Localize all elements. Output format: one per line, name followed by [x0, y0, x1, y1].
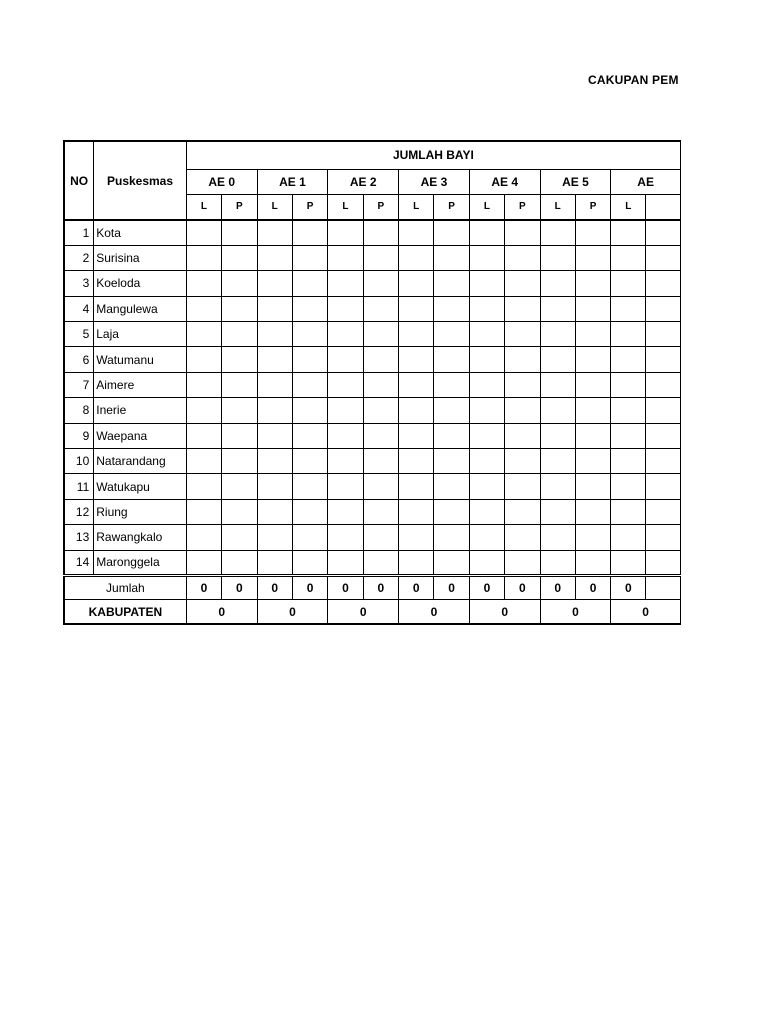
data-cell[interactable]: [257, 271, 292, 296]
data-cell[interactable]: [257, 499, 292, 524]
data-cell[interactable]: [222, 398, 257, 423]
data-cell[interactable]: [363, 449, 398, 474]
data-cell[interactable]: [328, 220, 363, 245]
jumlah-value: 0: [363, 575, 398, 599]
header-ae-group: AE 1: [257, 169, 328, 194]
data-cell[interactable]: [328, 423, 363, 448]
data-cell[interactable]: [363, 423, 398, 448]
puskesmas-name: Koeloda: [94, 271, 187, 296]
jumlah-value: 0: [434, 575, 469, 599]
data-cell[interactable]: [292, 271, 327, 296]
jumlah-row: [64, 575, 681, 599]
data-cell[interactable]: [611, 525, 646, 550]
table-row: [64, 499, 681, 524]
data-cell[interactable]: [222, 296, 257, 321]
data-cell[interactable]: [469, 245, 504, 270]
data-cell[interactable]: [222, 220, 257, 245]
data-cell[interactable]: [222, 474, 257, 499]
data-cell[interactable]: [434, 423, 469, 448]
kabupaten-row: [64, 599, 681, 624]
table-row: [64, 474, 681, 499]
data-cell[interactable]: [186, 296, 221, 321]
data-cell[interactable]: [540, 372, 575, 397]
data-cell[interactable]: [257, 423, 292, 448]
data-cell[interactable]: [257, 220, 292, 245]
data-cell[interactable]: [646, 423, 681, 448]
data-cell[interactable]: [328, 398, 363, 423]
data-cell[interactable]: [292, 499, 327, 524]
jumlah-value: 0: [540, 575, 575, 599]
data-cell[interactable]: [469, 372, 504, 397]
puskesmas-name: Maronggela: [94, 550, 187, 575]
data-cell[interactable]: [186, 423, 221, 448]
data-cell[interactable]: [363, 474, 398, 499]
data-cell[interactable]: [434, 449, 469, 474]
table-row: [64, 423, 681, 448]
data-cell[interactable]: [540, 525, 575, 550]
data-cell[interactable]: [611, 550, 646, 575]
data-cell[interactable]: [222, 525, 257, 550]
data-cell[interactable]: [540, 220, 575, 245]
data-cell[interactable]: [328, 296, 363, 321]
data-cell[interactable]: [469, 398, 504, 423]
data-cell[interactable]: [328, 347, 363, 372]
data-cell[interactable]: [399, 322, 434, 347]
jumlah-value: 0: [186, 575, 221, 599]
data-cell[interactable]: [222, 550, 257, 575]
puskesmas-name: Natarandang: [94, 449, 187, 474]
data-cell[interactable]: [186, 322, 221, 347]
data-cell[interactable]: [434, 474, 469, 499]
data-cell[interactable]: [222, 449, 257, 474]
header-ae-group: AE 5: [540, 169, 611, 194]
data-cell[interactable]: [434, 347, 469, 372]
data-cell[interactable]: [363, 322, 398, 347]
data-cell[interactable]: [505, 271, 540, 296]
puskesmas-name: Riung: [94, 499, 187, 524]
data-cell[interactable]: [292, 372, 327, 397]
page-title: CAKUPAN PEM: [588, 73, 679, 87]
data-cell[interactable]: [292, 474, 327, 499]
data-cell[interactable]: [257, 525, 292, 550]
data-cell[interactable]: [399, 550, 434, 575]
puskesmas-name: Laja: [94, 322, 187, 347]
table-row: [64, 322, 681, 347]
data-cell[interactable]: [257, 550, 292, 575]
data-cell[interactable]: [540, 296, 575, 321]
data-cell[interactable]: [611, 220, 646, 245]
data-cell[interactable]: [469, 322, 504, 347]
jumlah-value: 0: [399, 575, 434, 599]
data-cell[interactable]: [646, 322, 681, 347]
data-cell[interactable]: [257, 347, 292, 372]
data-cell[interactable]: [328, 550, 363, 575]
data-cell[interactable]: [575, 550, 610, 575]
data-cell[interactable]: [575, 449, 610, 474]
data-cell[interactable]: [399, 372, 434, 397]
data-cell[interactable]: [611, 271, 646, 296]
data-cell[interactable]: [505, 550, 540, 575]
data-cell[interactable]: [222, 271, 257, 296]
jumlah-value: 0: [257, 575, 292, 599]
data-cell[interactable]: [363, 296, 398, 321]
data-cell[interactable]: [505, 398, 540, 423]
data-cell[interactable]: [646, 499, 681, 524]
header-ae-group: AE 3: [399, 169, 470, 194]
data-cell[interactable]: [399, 423, 434, 448]
data-cell[interactable]: [434, 550, 469, 575]
puskesmas-name: Watumanu: [94, 347, 187, 372]
data-cell[interactable]: [292, 296, 327, 321]
data-cell[interactable]: [505, 499, 540, 524]
data-cell[interactable]: [646, 398, 681, 423]
data-cell[interactable]: [328, 245, 363, 270]
data-cell[interactable]: [646, 245, 681, 270]
data-cell[interactable]: [469, 474, 504, 499]
row-number: 6: [64, 347, 94, 372]
row-number: 3: [64, 271, 94, 296]
table-row: [64, 525, 681, 550]
data-cell[interactable]: [505, 474, 540, 499]
data-cell[interactable]: [292, 322, 327, 347]
data-cell[interactable]: [434, 322, 469, 347]
data-cell[interactable]: [505, 220, 540, 245]
puskesmas-name: Kota: [94, 220, 187, 245]
header-sex-subcolumn: P: [292, 194, 327, 220]
data-cell[interactable]: [575, 245, 610, 270]
data-cell[interactable]: [505, 449, 540, 474]
data-cell[interactable]: [399, 220, 434, 245]
header-sex-subcolumn: P: [363, 194, 398, 220]
data-cell[interactable]: [540, 550, 575, 575]
data-cell[interactable]: [328, 372, 363, 397]
data-cell[interactable]: [575, 322, 610, 347]
data-cell[interactable]: [222, 423, 257, 448]
data-cell[interactable]: [469, 347, 504, 372]
data-cell[interactable]: [363, 245, 398, 270]
row-number: 2: [64, 245, 94, 270]
data-cell[interactable]: [646, 296, 681, 321]
data-cell[interactable]: [540, 347, 575, 372]
data-cell[interactable]: [399, 296, 434, 321]
data-cell[interactable]: [575, 525, 610, 550]
kabupaten-value: 0: [257, 599, 328, 624]
header-sex-subcolumn: L: [328, 194, 363, 220]
header-sex-subcolumn: [646, 194, 681, 220]
row-number: 12: [64, 499, 94, 524]
data-cell[interactable]: [222, 499, 257, 524]
data-cell[interactable]: [434, 220, 469, 245]
data-cell[interactable]: [575, 296, 610, 321]
data-cell[interactable]: [328, 271, 363, 296]
data-cell[interactable]: [434, 296, 469, 321]
data-cell[interactable]: [186, 347, 221, 372]
header-sex-subcolumn: L: [540, 194, 575, 220]
data-cell[interactable]: [328, 322, 363, 347]
row-number: 10: [64, 449, 94, 474]
data-cell[interactable]: [611, 245, 646, 270]
data-cell[interactable]: [363, 347, 398, 372]
header-sex-subcolumn: P: [222, 194, 257, 220]
jumlah-value: 0: [469, 575, 504, 599]
row-number: 13: [64, 525, 94, 550]
kabupaten-value: 0: [469, 599, 540, 624]
row-number: 5: [64, 322, 94, 347]
data-cell[interactable]: [575, 499, 610, 524]
data-cell[interactable]: [292, 449, 327, 474]
kabupaten-value: 0: [399, 599, 470, 624]
data-cell[interactable]: [505, 423, 540, 448]
data-cell[interactable]: [575, 372, 610, 397]
header-sex-subcolumn: L: [186, 194, 221, 220]
table-row: [64, 550, 681, 575]
jumlah-value: 0: [611, 575, 646, 599]
header-jumlah-bayi: JUMLAH BAYI: [186, 141, 680, 169]
header-sex-subcolumn: P: [505, 194, 540, 220]
puskesmas-name: Surisina: [94, 245, 187, 270]
data-cell[interactable]: [186, 372, 221, 397]
data-cell[interactable]: [434, 525, 469, 550]
jumlah-value: 0: [505, 575, 540, 599]
kabupaten-value: 0: [540, 599, 611, 624]
data-cell[interactable]: [363, 271, 398, 296]
data-cell[interactable]: [292, 525, 327, 550]
data-cell[interactable]: [257, 449, 292, 474]
data-cell[interactable]: [505, 296, 540, 321]
data-cell[interactable]: [611, 423, 646, 448]
data-cell[interactable]: [540, 245, 575, 270]
data-cell[interactable]: [292, 220, 327, 245]
row-number: 8: [64, 398, 94, 423]
data-cell[interactable]: [540, 474, 575, 499]
data-cell[interactable]: [646, 220, 681, 245]
jumlah-value: 0: [328, 575, 363, 599]
jumlah-value: [646, 575, 681, 599]
header-sex-subcolumn: P: [434, 194, 469, 220]
data-cell[interactable]: [257, 245, 292, 270]
data-cell[interactable]: [540, 449, 575, 474]
row-number: 4: [64, 296, 94, 321]
data-cell[interactable]: [257, 474, 292, 499]
data-cell[interactable]: [434, 271, 469, 296]
data-cell[interactable]: [328, 449, 363, 474]
data-cell[interactable]: [469, 550, 504, 575]
data-cell[interactable]: [434, 499, 469, 524]
header-sex-subcolumn: L: [469, 194, 504, 220]
data-cell[interactable]: [222, 347, 257, 372]
data-cell[interactable]: [575, 220, 610, 245]
kabupaten-value: 0: [611, 599, 681, 624]
table-row: [64, 296, 681, 321]
data-cell[interactable]: [505, 322, 540, 347]
data-cell[interactable]: [434, 245, 469, 270]
data-cell[interactable]: [469, 296, 504, 321]
data-cell[interactable]: [540, 322, 575, 347]
data-cell[interactable]: [469, 525, 504, 550]
data-cell[interactable]: [575, 271, 610, 296]
data-cell[interactable]: [611, 322, 646, 347]
data-cell[interactable]: [363, 525, 398, 550]
data-cell[interactable]: [399, 449, 434, 474]
header-sex-subcolumn: L: [611, 194, 646, 220]
table-row: [64, 347, 681, 372]
data-cell[interactable]: [363, 550, 398, 575]
header-ae-group: AE: [611, 169, 681, 194]
data-cell[interactable]: [575, 423, 610, 448]
data-cell[interactable]: [505, 372, 540, 397]
data-cell[interactable]: [292, 347, 327, 372]
data-cell[interactable]: [575, 398, 610, 423]
data-cell[interactable]: [186, 398, 221, 423]
data-cell[interactable]: [186, 449, 221, 474]
data-cell[interactable]: [540, 398, 575, 423]
row-number: 1: [64, 220, 94, 245]
data-cell[interactable]: [257, 372, 292, 397]
data-cell[interactable]: [469, 423, 504, 448]
data-cell[interactable]: [363, 220, 398, 245]
row-number: 14: [64, 550, 94, 575]
row-number: 7: [64, 372, 94, 397]
data-cell[interactable]: [257, 296, 292, 321]
jumlah-value: 0: [222, 575, 257, 599]
data-cell[interactable]: [399, 398, 434, 423]
data-cell[interactable]: [469, 220, 504, 245]
data-cell[interactable]: [363, 499, 398, 524]
data-cell[interactable]: [186, 525, 221, 550]
data-cell[interactable]: [646, 347, 681, 372]
puskesmas-name: Mangulewa: [94, 296, 187, 321]
data-cell[interactable]: [292, 398, 327, 423]
data-cell[interactable]: [186, 245, 221, 270]
data-cell[interactable]: [292, 245, 327, 270]
data-cell[interactable]: [328, 525, 363, 550]
header-no: NO: [64, 141, 94, 220]
table-row: [64, 245, 681, 270]
data-cell[interactable]: [257, 322, 292, 347]
data-cell[interactable]: [469, 271, 504, 296]
kabupaten-value: 0: [328, 599, 399, 624]
puskesmas-name: Rawangkalo: [94, 525, 187, 550]
data-cell[interactable]: [186, 499, 221, 524]
puskesmas-name: Aimere: [94, 372, 187, 397]
data-cell[interactable]: [646, 271, 681, 296]
table-row: [64, 220, 681, 245]
data-cell[interactable]: [611, 296, 646, 321]
header-sex-subcolumn: P: [575, 194, 610, 220]
data-cell[interactable]: [186, 550, 221, 575]
data-cell[interactable]: [222, 372, 257, 397]
table-row: [64, 271, 681, 296]
data-cell[interactable]: [363, 398, 398, 423]
header-sex-subcolumn: L: [257, 194, 292, 220]
jumlah-value: 0: [292, 575, 327, 599]
data-cell[interactable]: [646, 474, 681, 499]
data-cell[interactable]: [399, 347, 434, 372]
data-cell[interactable]: [540, 499, 575, 524]
jumlah-label: Jumlah: [64, 575, 186, 599]
kabupaten-value: 0: [186, 599, 257, 624]
data-cell[interactable]: [611, 499, 646, 524]
header-ae-group: AE 0: [186, 169, 257, 194]
coverage-table: [63, 140, 681, 625]
data-cell[interactable]: [186, 220, 221, 245]
kabupaten-label: KABUPATEN: [64, 599, 186, 624]
header-sex-subcolumn: L: [399, 194, 434, 220]
data-cell[interactable]: [399, 474, 434, 499]
puskesmas-name: Inerie: [94, 398, 187, 423]
header-puskesmas: Puskesmas: [94, 141, 187, 220]
header-ae-group: AE 2: [328, 169, 399, 194]
data-cell[interactable]: [646, 449, 681, 474]
data-cell[interactable]: [399, 271, 434, 296]
data-cell[interactable]: [540, 271, 575, 296]
data-cell[interactable]: [575, 347, 610, 372]
puskesmas-name: Waepana: [94, 423, 187, 448]
data-cell[interactable]: [611, 449, 646, 474]
data-cell[interactable]: [646, 525, 681, 550]
data-cell[interactable]: [328, 474, 363, 499]
data-cell[interactable]: [257, 398, 292, 423]
data-cell[interactable]: [611, 474, 646, 499]
row-number: 9: [64, 423, 94, 448]
data-cell[interactable]: [328, 499, 363, 524]
data-cell[interactable]: [540, 423, 575, 448]
data-cell[interactable]: [505, 347, 540, 372]
data-cell[interactable]: [575, 474, 610, 499]
data-cell[interactable]: [611, 398, 646, 423]
data-cell[interactable]: [399, 525, 434, 550]
data-cell[interactable]: [399, 245, 434, 270]
data-table-viewport: [63, 140, 681, 630]
data-cell[interactable]: [292, 550, 327, 575]
data-cell[interactable]: [434, 398, 469, 423]
data-cell[interactable]: [222, 245, 257, 270]
data-cell[interactable]: [505, 525, 540, 550]
data-cell[interactable]: [469, 499, 504, 524]
header-ae-group: AE 4: [469, 169, 540, 194]
data-cell[interactable]: [186, 271, 221, 296]
row-number: 11: [64, 474, 94, 499]
data-cell[interactable]: [292, 423, 327, 448]
data-cell[interactable]: [611, 347, 646, 372]
data-cell[interactable]: [469, 449, 504, 474]
data-cell[interactable]: [434, 372, 469, 397]
table-row: [64, 449, 681, 474]
table-row: [64, 372, 681, 397]
puskesmas-name: Watukapu: [94, 474, 187, 499]
table-row: [64, 398, 681, 423]
data-cell[interactable]: [646, 372, 681, 397]
data-cell[interactable]: [222, 322, 257, 347]
jumlah-value: 0: [575, 575, 610, 599]
data-cell[interactable]: [646, 550, 681, 575]
data-cell[interactable]: [611, 372, 646, 397]
data-cell[interactable]: [399, 499, 434, 524]
data-cell[interactable]: [186, 474, 221, 499]
data-cell[interactable]: [505, 245, 540, 270]
data-cell[interactable]: [363, 372, 398, 397]
